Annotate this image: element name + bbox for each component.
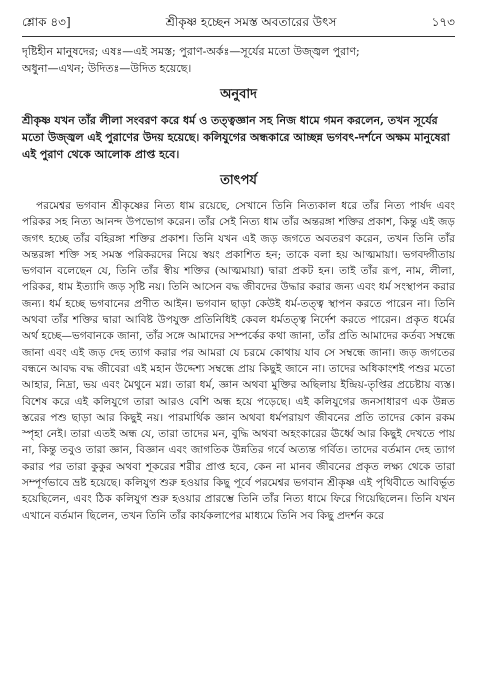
page-header	[22, 14, 455, 36]
synonyms-line-1: দৃষ্টিহীন মানুষদের; এষঃ—এই সমস্ত; পুরাণ-অর্কঃ—সূর্যের মতো উজ্জ্বল পুরাণ;	[22, 45, 360, 58]
translation-heading: অনুবাদ	[220, 87, 257, 102]
header-rule	[22, 36, 455, 37]
purport-paragraph: পরমেশ্বর ভগবান শ্রীকৃষ্ণের নিত্য ধাম রয়েছে, সেখানে তিনি নিত্যকাল ধরে তাঁর নিত্য পার্ষদ এবং পরিকর সহ নিত্য আনন্দ উপভোগ করেন। তাঁর সেই নিত্য ধাম তাঁর অন্তরঙ্গা শক্তির প্রকাশ, কিন্তু এই জড় জগৎ হচ্ছে তাঁর বহিরঙ্গা শক্তির প্রকাশ। তিনি যখন এই জড় জগতে অবতরণ করেন, তখন তিনি তাঁর অন্তরঙ্গা শক্তি সহ সমস্ত পরিকরদের নিয়ে স্বয়ং প্রকাশিত হন; তাকে বলা হয় আত্মমায়া। ভগবদ্গীতায় ভগবান বলেছেন যে, তিনি তাঁর স্বীয় শক্তির (আত্মমায়া) দ্বারা প্রকট হন। তাই তাঁর রূপ, নাম, লীলা, পরিকর, ধাম ইত্যাদি জড় সৃষ্টি নয়। তিনি আসেন বদ্ধ জীবদের উদ্ধার করার জন্য এবং ধর্ম সংস্থাপন করার জন্য। ধর্ম হচ্ছে ভগবানের প্রণীত আইন। ভগবান ছাড়া কেউই ধর্ম-তত্ত্ব স্থাপন করতে পারেন না। তিনি অথবা তাঁর শক্তির দ্বারা আবিষ্ট উপযুক্ত প্রতিনিধিই কেবল ধর্মতত্ত্ব নির্দেশ করতে পারেন। প্রকৃত ধর্মের অর্থ হচ্ছে—ভগবানকে জানা, তাঁর সঙ্গে আমাদের সম্পর্কের কথা জানা, তাঁর প্রতি আমাদের কর্তব্য সম্বন্ধে জানা এবং এই জড় দেহ ত্যাগ করার পর আমরা যে চরমে কোথায় যাব সে সম্বন্ধে জানা। জড় জগতের বন্ধনে আবদ্ধ বদ্ধ জীবেরা এই মহান উদ্দেশ্য সম্বন্ধে প্রায় কিছুই জানে না। তাদের অধিকাংশই পশুর মতো আহার, নিদ্রা, ভয় এবং মৈথুনে মগ্ন। তারা ধর্ম, জ্ঞান অথবা মুক্তির অছিলায় ইন্দ্রিয়-তৃপ্তির প্রচেষ্টায় ব্যস্ত। বিশেষ করে এই কলিযুগে তারা আরও বেশি অন্ধ হয়ে পড়েছে। এই কলিযুগের জনসাধারণ এক উন্নত স্তরের পশু ছাড়া আর কিছুই নয়। পারমার্থিক জ্ঞান অথবা ধর্মপরায়ণ জীবনের প্রতি তাদের কোন রকম স্পৃহা নেই। তারা এতই অন্ধ যে, তারা তাদের মন, বুদ্ধি অথবা অহংকারের ঊর্ধ্বে আর কিছুই দেখতে পায় না, কিন্তু তবুও তারা জ্ঞান, বিজ্ঞান এবং জাগতিক উন্নতির গর্বে অত্যন্ত গর্বিত। তাদের বর্তমান দেহ ত্যাগ করার পর তারা কুকুর অথবা শূকরের শরীর প্রাপ্ত হবে, কেন না মানব জীবনের প্রকৃত লক্ষ্য থেকে তারা সম্পূর্ণভাবে ভ্রষ্ট হয়েছে। কলিযুগ শুরু হওয়ার কিছু পূর্বে পরমেশ্বর ভগবান শ্রীকৃষ্ণ এই পৃথিবীতে আবির্ভূত হয়েছিলেন, এবং ঠিক কলিযুগ শুরু হওয়ার প্রারম্ভে তিনি তাঁর নিত্য ধামে ফিরে গিয়েছিলেন। তিনি যখন এখানে বর্তমান ছিলেন, তখন তিনি তাঁর কার্যকলাপের মাধ্যমে তিনি সব কিছু প্রদর্শন করে	[22, 200, 455, 522]
purport-heading: তাৎপর্য	[220, 173, 257, 188]
synonyms-line-2: অধুনা—এখন; উদিতঃ—উদিত হয়েছে।	[22, 62, 192, 75]
page-number: ১৭৩	[431, 15, 455, 29]
purport-body	[22, 198, 455, 524]
running-title: শ্রীকৃষ্ণ হচ্ছেন সমস্ত অবতারের উৎস	[165, 15, 337, 29]
translation-text: শ্রীকৃষ্ণ যখন তাঁর লীলা সংবরণ করে ধর্ম ও তত্ত্বজ্ঞান সহ নিজ ধামে গমন করলেন, তখন সূর্যের মতো উজ্জ্বল এই পুরাণের উদয় হয়েছে। কলিযুগের অন্ধকারে আচ্ছন্ন ভগবৎ-দর্শনে অক্ষম মানুষেরা এই পুরাণ থেকে আলোক প্রাপ্ত হবে।	[22, 114, 450, 161]
verse-reference: শ্লোক ৪৩]	[22, 15, 71, 29]
